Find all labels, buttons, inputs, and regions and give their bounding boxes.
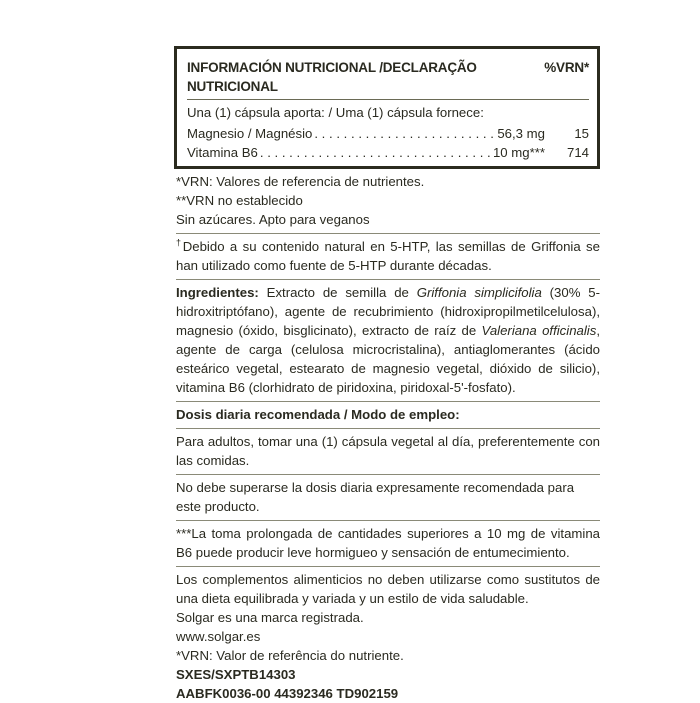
nutrient-vrn: 714	[566, 145, 589, 160]
brand-note: Solgar es una marca registrada.	[176, 610, 364, 625]
vrn-not-established-note: **VRN no establecido	[176, 193, 303, 208]
nutrient-row-magnesium	[187, 124, 589, 143]
ingredients-species: Griffonia simplicifolia	[416, 285, 542, 300]
dot-leader	[258, 143, 493, 162]
nutrient-amount: 56,3 mg	[497, 126, 545, 141]
dose-warning: No debe superarse la dosis diaria expresamente recomendada para este producto.	[176, 480, 575, 514]
griffonia-text: Debido a su contenido natural en 5-HTP, las semillas de Griffonia se han utilizado como fuente de 5-HTP durante décadas.	[176, 239, 600, 273]
b6-warning-text: La toma prolongada de cantidades superiores a 10 mg de vitamina B6 puede producir leve hormigueo y sensación de entumecimiento.	[176, 526, 600, 560]
batch-code: AABFK0036-00 44392346 TD902159	[176, 686, 399, 701]
notes-block	[174, 172, 604, 229]
nutrition-title: INFORMACIÓN NUTRICIONAL /DECLARAÇÃO NUTRICIONAL	[187, 60, 477, 94]
ingredients-text: Extracto de semilla de	[258, 285, 417, 300]
product-code: SXES/SXPTB14303	[176, 667, 296, 682]
ingredients	[176, 283, 600, 397]
divider	[176, 474, 600, 475]
griffonia-note	[176, 237, 600, 275]
nutrient-name: Vitamina B6	[187, 145, 258, 160]
ingredients-species: Valeriana officinalis	[481, 323, 597, 338]
vrn-column-header: %VRN*	[544, 60, 589, 75]
dagger-mark: †	[176, 237, 183, 248]
divider	[176, 233, 600, 234]
divider	[176, 401, 600, 402]
product-label	[174, 46, 604, 703]
dosage-text: Para adultos, tomar una (1) cápsula vegetal al día, preferentemente con las comidas.	[176, 434, 600, 468]
sugar-free-note: Sin azúcares. Apto para veganos	[176, 212, 370, 227]
divider	[176, 428, 600, 429]
divider	[176, 520, 600, 521]
ingredients-text: , agente de carga (celulosa microcristalina), antiaglomerantes (ácido esteárico vegetal, estearato de magnesio vegetal, dióxido de silicio), vitamina B6 (clorhidrato de piridoxina, piridoxal-5'-fosfato).	[176, 323, 600, 395]
vrn-note-es: *VRN: Valores de referencia de nutrientes.	[176, 174, 425, 189]
nutrient-amount: 10 mg***	[492, 145, 545, 160]
b6-mark: ***	[176, 526, 192, 541]
supplements-warning: Los complementos alimenticios no deben utilizarse como sustitutos de una dieta equilibrada y variada y un estilo de vida saludable.	[176, 572, 600, 606]
nutrient-name: Magnesio / Magnésio	[187, 126, 313, 141]
website: www.solgar.es	[176, 629, 261, 644]
divider	[176, 566, 600, 567]
ingredients-text: (30% 5-hidroxitriptófano), agente de recubrimiento (hidroxipropilmetilcelulosa), magnesio (óxido, bisglicinato), extracto de raíz de	[176, 285, 600, 338]
divider	[176, 279, 600, 280]
nutrient-vrn: 15	[574, 126, 589, 141]
vrn-note-pt: *VRN: Valor de referência do nutriente.	[176, 648, 404, 663]
nutrient-row-vitamin-b6	[187, 143, 589, 162]
nutrition-table	[174, 46, 600, 169]
dosage-title: Dosis diaria recomendada / Modo de empleo:	[176, 407, 460, 422]
nutrition-table-header	[187, 58, 589, 100]
dot-leader	[312, 124, 497, 143]
ingredients-label: Ingredientes:	[176, 285, 259, 300]
serving-intro: Una (1) cápsula aporta: / Uma (1) cápsula fornece:	[187, 105, 484, 120]
b6-warning	[176, 524, 600, 562]
